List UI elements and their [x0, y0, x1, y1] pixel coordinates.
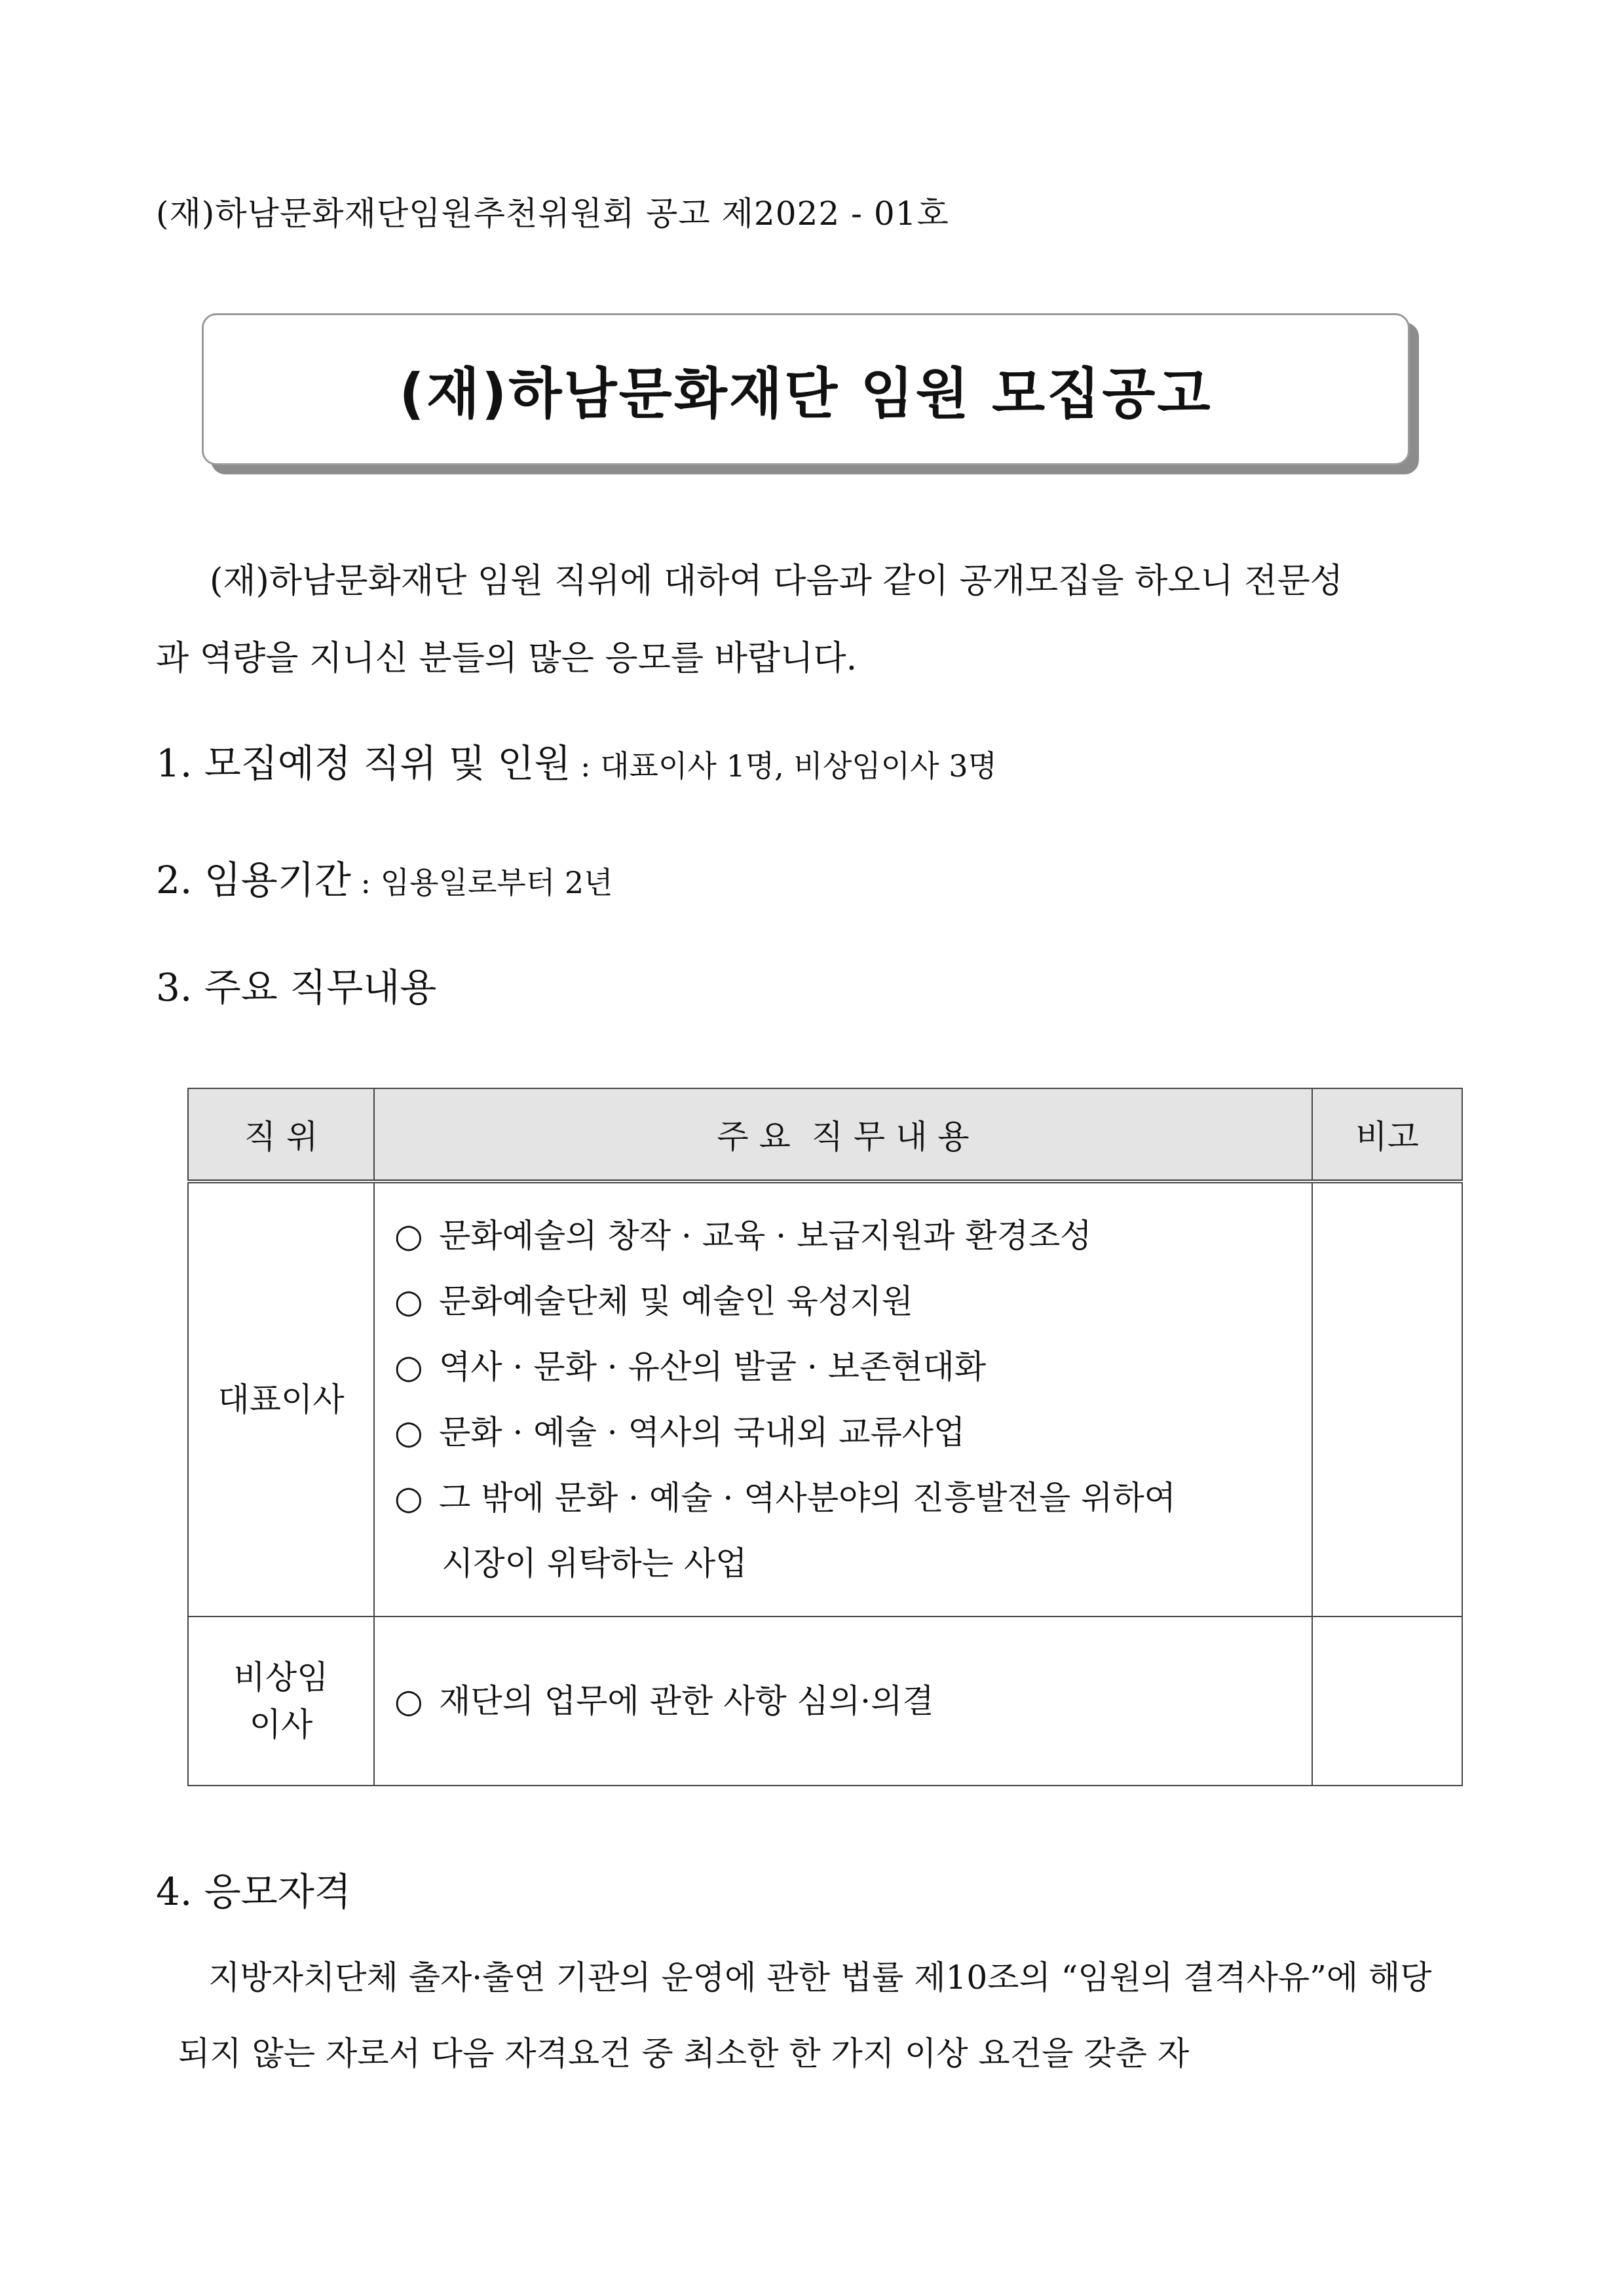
duties-table	[187, 1088, 1463, 1786]
intro-line-1: (재)하남문화재단 임원 직위에 대하여 다음과 같이 공개모집을 하오니 전문성	[210, 562, 1344, 601]
section-number: 2.	[156, 858, 193, 902]
duty-text: 문화예술단체 및 예술인 육성지원	[439, 1282, 913, 1320]
intro-line-2: 과 역량을 지니신 분들의 많은 응모를 바랍니다.	[156, 639, 858, 678]
position-name: 대표이사	[217, 1381, 345, 1419]
section-3-heading	[156, 957, 436, 1012]
duty-text: 문화예술의 창작 · 교육 · 보급지원과 환경조성	[439, 1217, 1092, 1255]
position-cell	[188, 1617, 374, 1786]
table-row	[188, 1617, 1462, 1786]
duty-text: 재단의 업무에 관한 사항 심의·의결	[439, 1682, 934, 1720]
section-number: 3.	[156, 965, 193, 1010]
duty-text: 그 밖에 문화 · 예술 · 역사분야의 진흥발전을 위하여	[439, 1479, 1176, 1517]
section-4-heading	[156, 1861, 351, 1916]
duty-text: 역사 · 문화 · 유산의 발굴 · 보존현대화	[439, 1348, 987, 1386]
circle-bullet-icon: ○	[394, 1217, 423, 1255]
section-detail: : 대표이사 1명, 비상임이사 3명	[571, 748, 997, 784]
duty-item	[394, 1400, 1312, 1465]
section-number: 4.	[156, 1869, 193, 1914]
circle-bullet-icon: ○	[394, 1413, 423, 1451]
header-note: 비고	[1312, 1088, 1462, 1181]
section-title: 주요 직무내용	[204, 965, 437, 1010]
duty-item	[394, 1668, 1312, 1734]
section-title: 응모자격	[204, 1869, 351, 1914]
intro-paragraph	[156, 543, 1466, 697]
section-number: 1.	[156, 741, 193, 786]
section-title: 임용기간	[204, 858, 351, 902]
title-box	[202, 313, 1410, 465]
duty-item	[394, 1203, 1312, 1269]
qualification-line-1: 지방자치단체 출자·출연 기관의 운영에 관한 법률 제10조의 “임원의 결격사유”에 해당	[208, 1959, 1432, 1997]
note-cell	[1312, 1181, 1462, 1617]
section-detail: : 임용일로부터 2년	[350, 865, 613, 900]
duty-item-continuation: 시장이 위탁하는 사업	[442, 1544, 747, 1582]
section-title: 모집예정 직위 및 인원	[204, 741, 571, 786]
header-position: 직 위	[188, 1088, 374, 1181]
circle-bullet-icon: ○	[394, 1282, 423, 1320]
position-cell	[188, 1181, 374, 1617]
section-2-heading	[156, 849, 613, 904]
circle-bullet-icon: ○	[394, 1479, 423, 1517]
duty-item	[394, 1334, 1312, 1400]
position-name-line-2: 이사	[249, 1706, 313, 1744]
table-row	[188, 1181, 1462, 1617]
table-header-row	[188, 1088, 1462, 1181]
section-1-heading	[156, 733, 997, 788]
circle-bullet-icon: ○	[394, 1348, 423, 1386]
note-cell	[1312, 1617, 1462, 1786]
page-title: (재)하남문화재단 임원 모집공고	[399, 361, 1213, 426]
duties-cell	[374, 1617, 1312, 1786]
header-duties: 주 요 직 무 내 용	[374, 1088, 1312, 1181]
duty-item	[394, 1465, 1312, 1531]
qualification-paragraph	[156, 1940, 1466, 2092]
duty-text: 문화 · 예술 · 역사의 국내외 교류사업	[439, 1413, 966, 1451]
duties-cell	[374, 1181, 1312, 1617]
duty-item	[394, 1269, 1312, 1334]
circle-bullet-icon: ○	[394, 1682, 423, 1720]
qualification-line-2: 되지 않는 자로서 다음 자격요건 중 최소한 한 가지 이상 요건을 갖춘 자	[178, 2035, 1190, 2073]
position-name-line-1: 비상임	[233, 1658, 329, 1696]
notice-number: (재)하남문화재단임원추천위원회 공고 제2022 - 01호	[156, 195, 949, 233]
